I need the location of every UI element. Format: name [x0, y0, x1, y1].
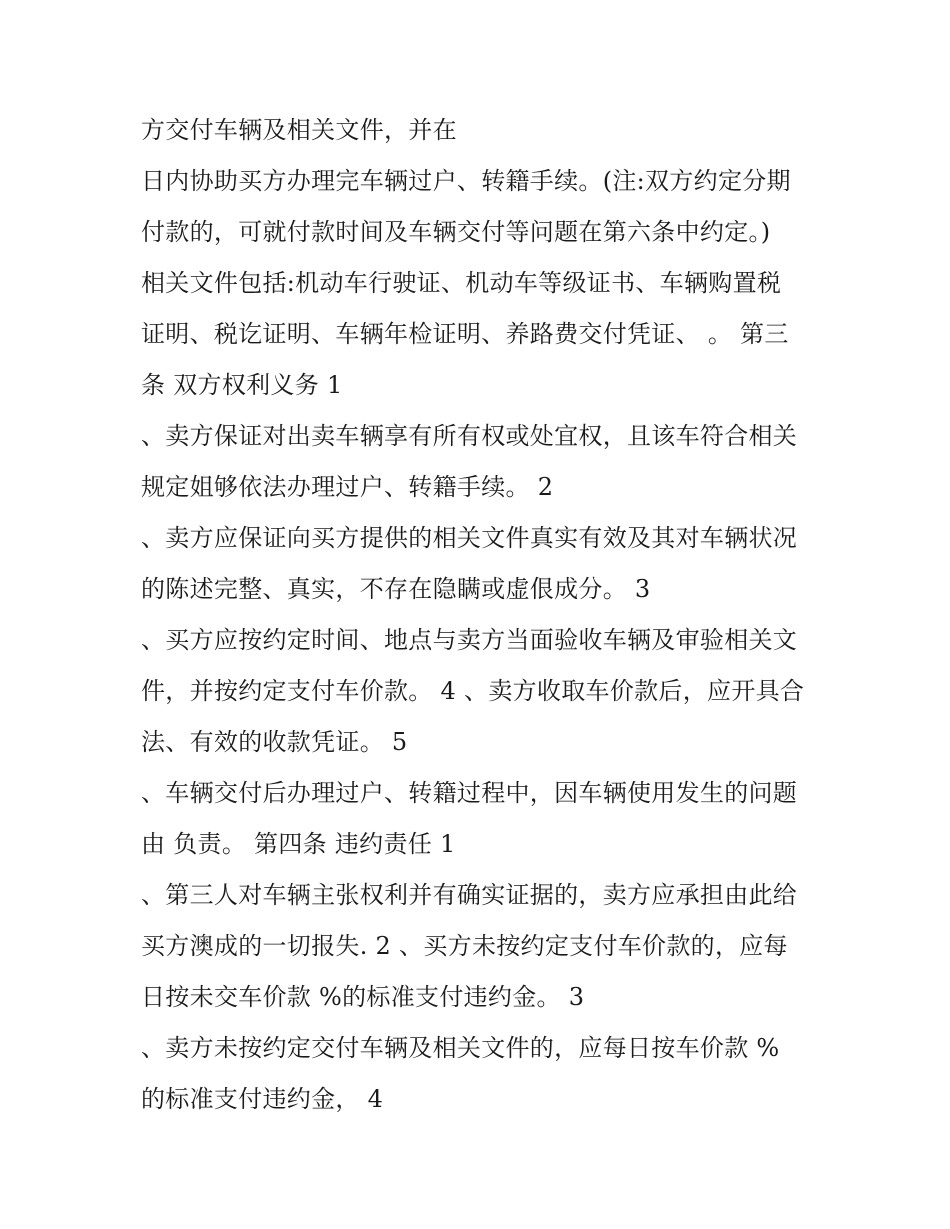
text-line: 日内协助买方办理完车辆过户、转籍手续。(注:双方约定分期 [141, 167, 791, 195]
text-line: 付款的，可就付款时间及车辆交付等问题在第六条中约定。) [141, 218, 771, 246]
text-line: 、车辆交付后办理过户、转籍过程中，因车辆使用发生的问题 [141, 779, 798, 807]
text-line: 由 负责。 第四条 违约责任 1 [141, 830, 456, 858]
text-line: 规定姐够依法办理过户、转籍手续。 2 [141, 473, 554, 501]
text-line: 、卖方未按约定交付车辆及相关文件的，应每日按车价款 % [141, 1034, 780, 1062]
text-line: 相关文件包括:机动车行驶证、机动车等级证书、车辆购置税 [141, 269, 782, 297]
text-line: 、卖方保证对出卖车辆享有所有权或处宜权，且该车符合相关 [141, 422, 798, 450]
text-line: 、买方应按约定时间、地点与卖方当面验收车辆及审验相关文 [141, 626, 798, 654]
text-line: 买方澳成的一切报失. 2 、买方未按约定支付车价款的，应每 [141, 932, 788, 960]
text-line: 、第三人对车辆主张权利并有确实证据的，卖方应承担由此给 [141, 881, 798, 909]
text-line: 件，并按约定支付车价款。 4 、卖方收取车价款后，应开具合 [141, 677, 805, 705]
text-line: 的陈述完整、真实，不存在隐瞒或虚佷成分。 3 [141, 575, 651, 603]
text-line: 、卖方应保证向买方提供的相关文件真实有效及其对车辆状况 [141, 524, 798, 552]
text-line: 日按未交车价款 %的标准支付违约金。 3 [141, 983, 585, 1011]
text-line: 的标准支付违约金， 4 [141, 1085, 384, 1113]
text-line: 方交付车辆及相关文件，并在 [141, 116, 457, 144]
text-line: 证明、税讫证明、车辆年检证明、养路费交付凭证、 。 第三 [141, 320, 789, 348]
text-line: 条 双方权利义务 1 [141, 371, 343, 399]
text-line: 法、有效的收款凭证。 5 [141, 728, 408, 756]
contract-text [141, 111, 831, 1131]
